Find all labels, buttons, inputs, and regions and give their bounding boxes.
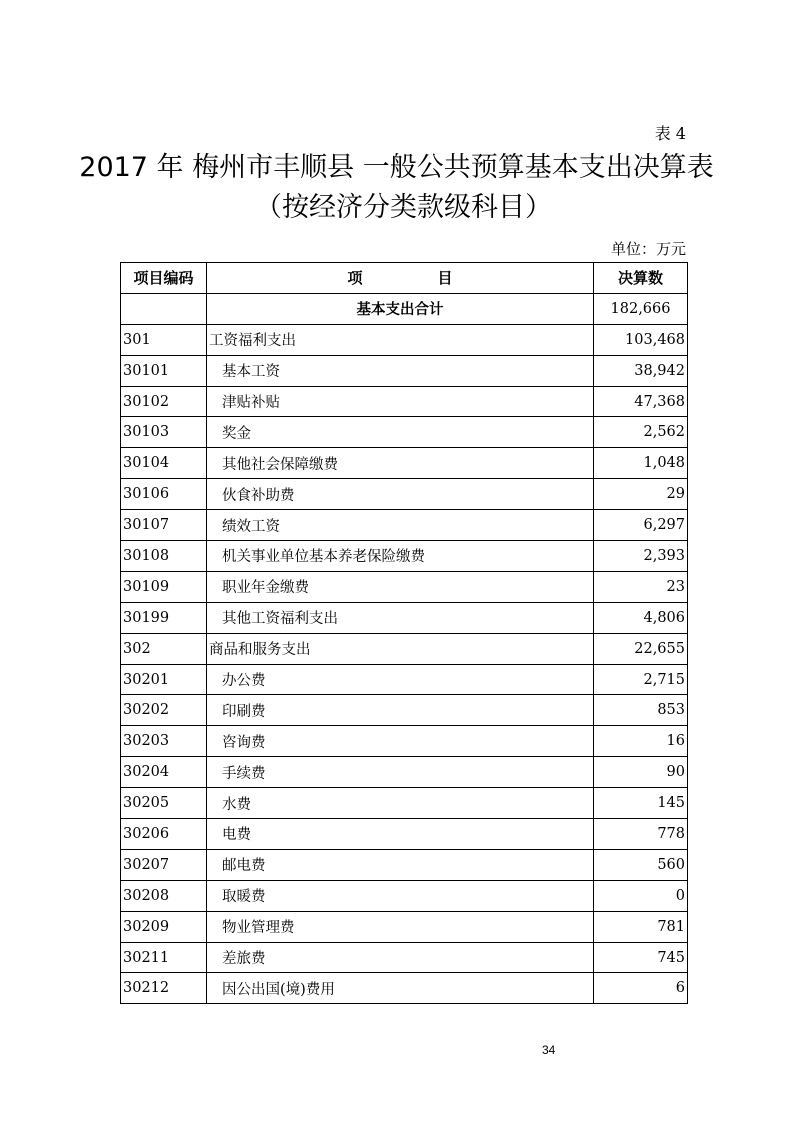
row-name: 物业管理费 (207, 911, 594, 942)
row-amount: 0 (594, 880, 688, 911)
row-code: 30203 (121, 726, 207, 757)
table-row (121, 324, 688, 355)
row-name: 邮电费 (207, 849, 594, 880)
row-name: 基本工资 (207, 355, 594, 386)
header-amount: 决算数 (594, 263, 688, 294)
table-row (121, 479, 688, 510)
row-name: 机关事业单位基本养老保险缴费 (207, 541, 594, 572)
row-code: 301 (121, 324, 207, 355)
row-name: 办公费 (207, 664, 594, 695)
row-amount: 29 (594, 479, 688, 510)
table-row (121, 448, 688, 479)
row-code: 30212 (121, 973, 207, 1004)
table-row (121, 819, 688, 850)
table-row (121, 602, 688, 633)
table-row (121, 973, 688, 1004)
row-name: 伙食补助费 (207, 479, 594, 510)
table-row (121, 880, 688, 911)
row-name: 取暖费 (207, 880, 594, 911)
row-code: 30106 (121, 479, 207, 510)
row-amount: 778 (594, 819, 688, 850)
row-code: 30102 (121, 386, 207, 417)
row-name: 手续费 (207, 757, 594, 788)
table-row (121, 386, 688, 417)
row-amount: 4,806 (594, 602, 688, 633)
row-amount: 560 (594, 849, 688, 880)
row-amount: 38,942 (594, 355, 688, 386)
header-item: 项 目 (207, 263, 594, 294)
row-name: 印刷费 (207, 695, 594, 726)
row-code: 30108 (121, 541, 207, 572)
expenditure-table (120, 262, 688, 1004)
row-amount: 2,562 (594, 417, 688, 448)
row-code: 30206 (121, 819, 207, 850)
row-name: 水费 (207, 788, 594, 819)
row-name: 奖金 (207, 417, 594, 448)
total-amount: 182,666 (594, 293, 688, 324)
row-code: 30201 (121, 664, 207, 695)
row-name: 绩效工资 (207, 510, 594, 541)
table-row (121, 942, 688, 973)
row-name: 差旅费 (207, 942, 594, 973)
page-number: 34 (542, 1043, 556, 1057)
row-amount: 1,048 (594, 448, 688, 479)
row-code: 30109 (121, 571, 207, 602)
title-line-1: 2017 年 梅州市丰顺县 一般公共预算基本支出决算表 (79, 152, 714, 183)
row-code: 30103 (121, 417, 207, 448)
table-row (121, 664, 688, 695)
row-name: 因公出国(境)费用 (207, 973, 594, 1004)
row-amount: 853 (594, 695, 688, 726)
row-code: 30107 (121, 510, 207, 541)
table-row (121, 510, 688, 541)
row-amount: 745 (594, 942, 688, 973)
row-code: 30101 (121, 355, 207, 386)
row-code: 30205 (121, 788, 207, 819)
row-code: 30211 (121, 942, 207, 973)
row-name: 工资福利支出 (207, 324, 594, 355)
row-code: 30204 (121, 757, 207, 788)
row-code: 30207 (121, 849, 207, 880)
row-code: 30104 (121, 448, 207, 479)
row-code: 302 (121, 633, 207, 664)
row-amount: 2,715 (594, 664, 688, 695)
row-amount: 90 (594, 757, 688, 788)
row-name: 其他社会保障缴费 (207, 448, 594, 479)
row-amount: 781 (594, 911, 688, 942)
table-row (121, 788, 688, 819)
total-row (121, 293, 688, 324)
table-row (121, 911, 688, 942)
table-row (121, 726, 688, 757)
page-title (0, 148, 793, 228)
row-amount: 47,368 (594, 386, 688, 417)
table-row (121, 633, 688, 664)
row-code: 30202 (121, 695, 207, 726)
row-name: 咨询费 (207, 726, 594, 757)
table-row (121, 849, 688, 880)
header-code: 项目编码 (121, 263, 207, 294)
row-name: 其他工资福利支出 (207, 602, 594, 633)
table-header-row (121, 263, 688, 294)
row-name: 职业年金缴费 (207, 571, 594, 602)
table-row (121, 695, 688, 726)
unit-label: 单位：万元 (610, 240, 686, 258)
row-amount: 6,297 (594, 510, 688, 541)
row-amount: 23 (594, 571, 688, 602)
table-row (121, 355, 688, 386)
row-amount: 103,468 (594, 324, 688, 355)
table-number: 表 4 (654, 124, 686, 143)
table-row (121, 757, 688, 788)
total-code (121, 293, 207, 324)
row-name: 电费 (207, 819, 594, 850)
row-amount: 2,393 (594, 541, 688, 572)
row-code: 30199 (121, 602, 207, 633)
row-name: 商品和服务支出 (207, 633, 594, 664)
row-amount: 6 (594, 973, 688, 1004)
title-line-2: （按经济分类款级科目） (255, 192, 552, 223)
table-row (121, 417, 688, 448)
row-amount: 16 (594, 726, 688, 757)
row-name: 津贴补贴 (207, 386, 594, 417)
table-row (121, 541, 688, 572)
row-code: 30208 (121, 880, 207, 911)
total-label: 基本支出合计 (207, 293, 594, 324)
row-amount: 22,655 (594, 633, 688, 664)
table-row (121, 571, 688, 602)
row-code: 30209 (121, 911, 207, 942)
row-amount: 145 (594, 788, 688, 819)
